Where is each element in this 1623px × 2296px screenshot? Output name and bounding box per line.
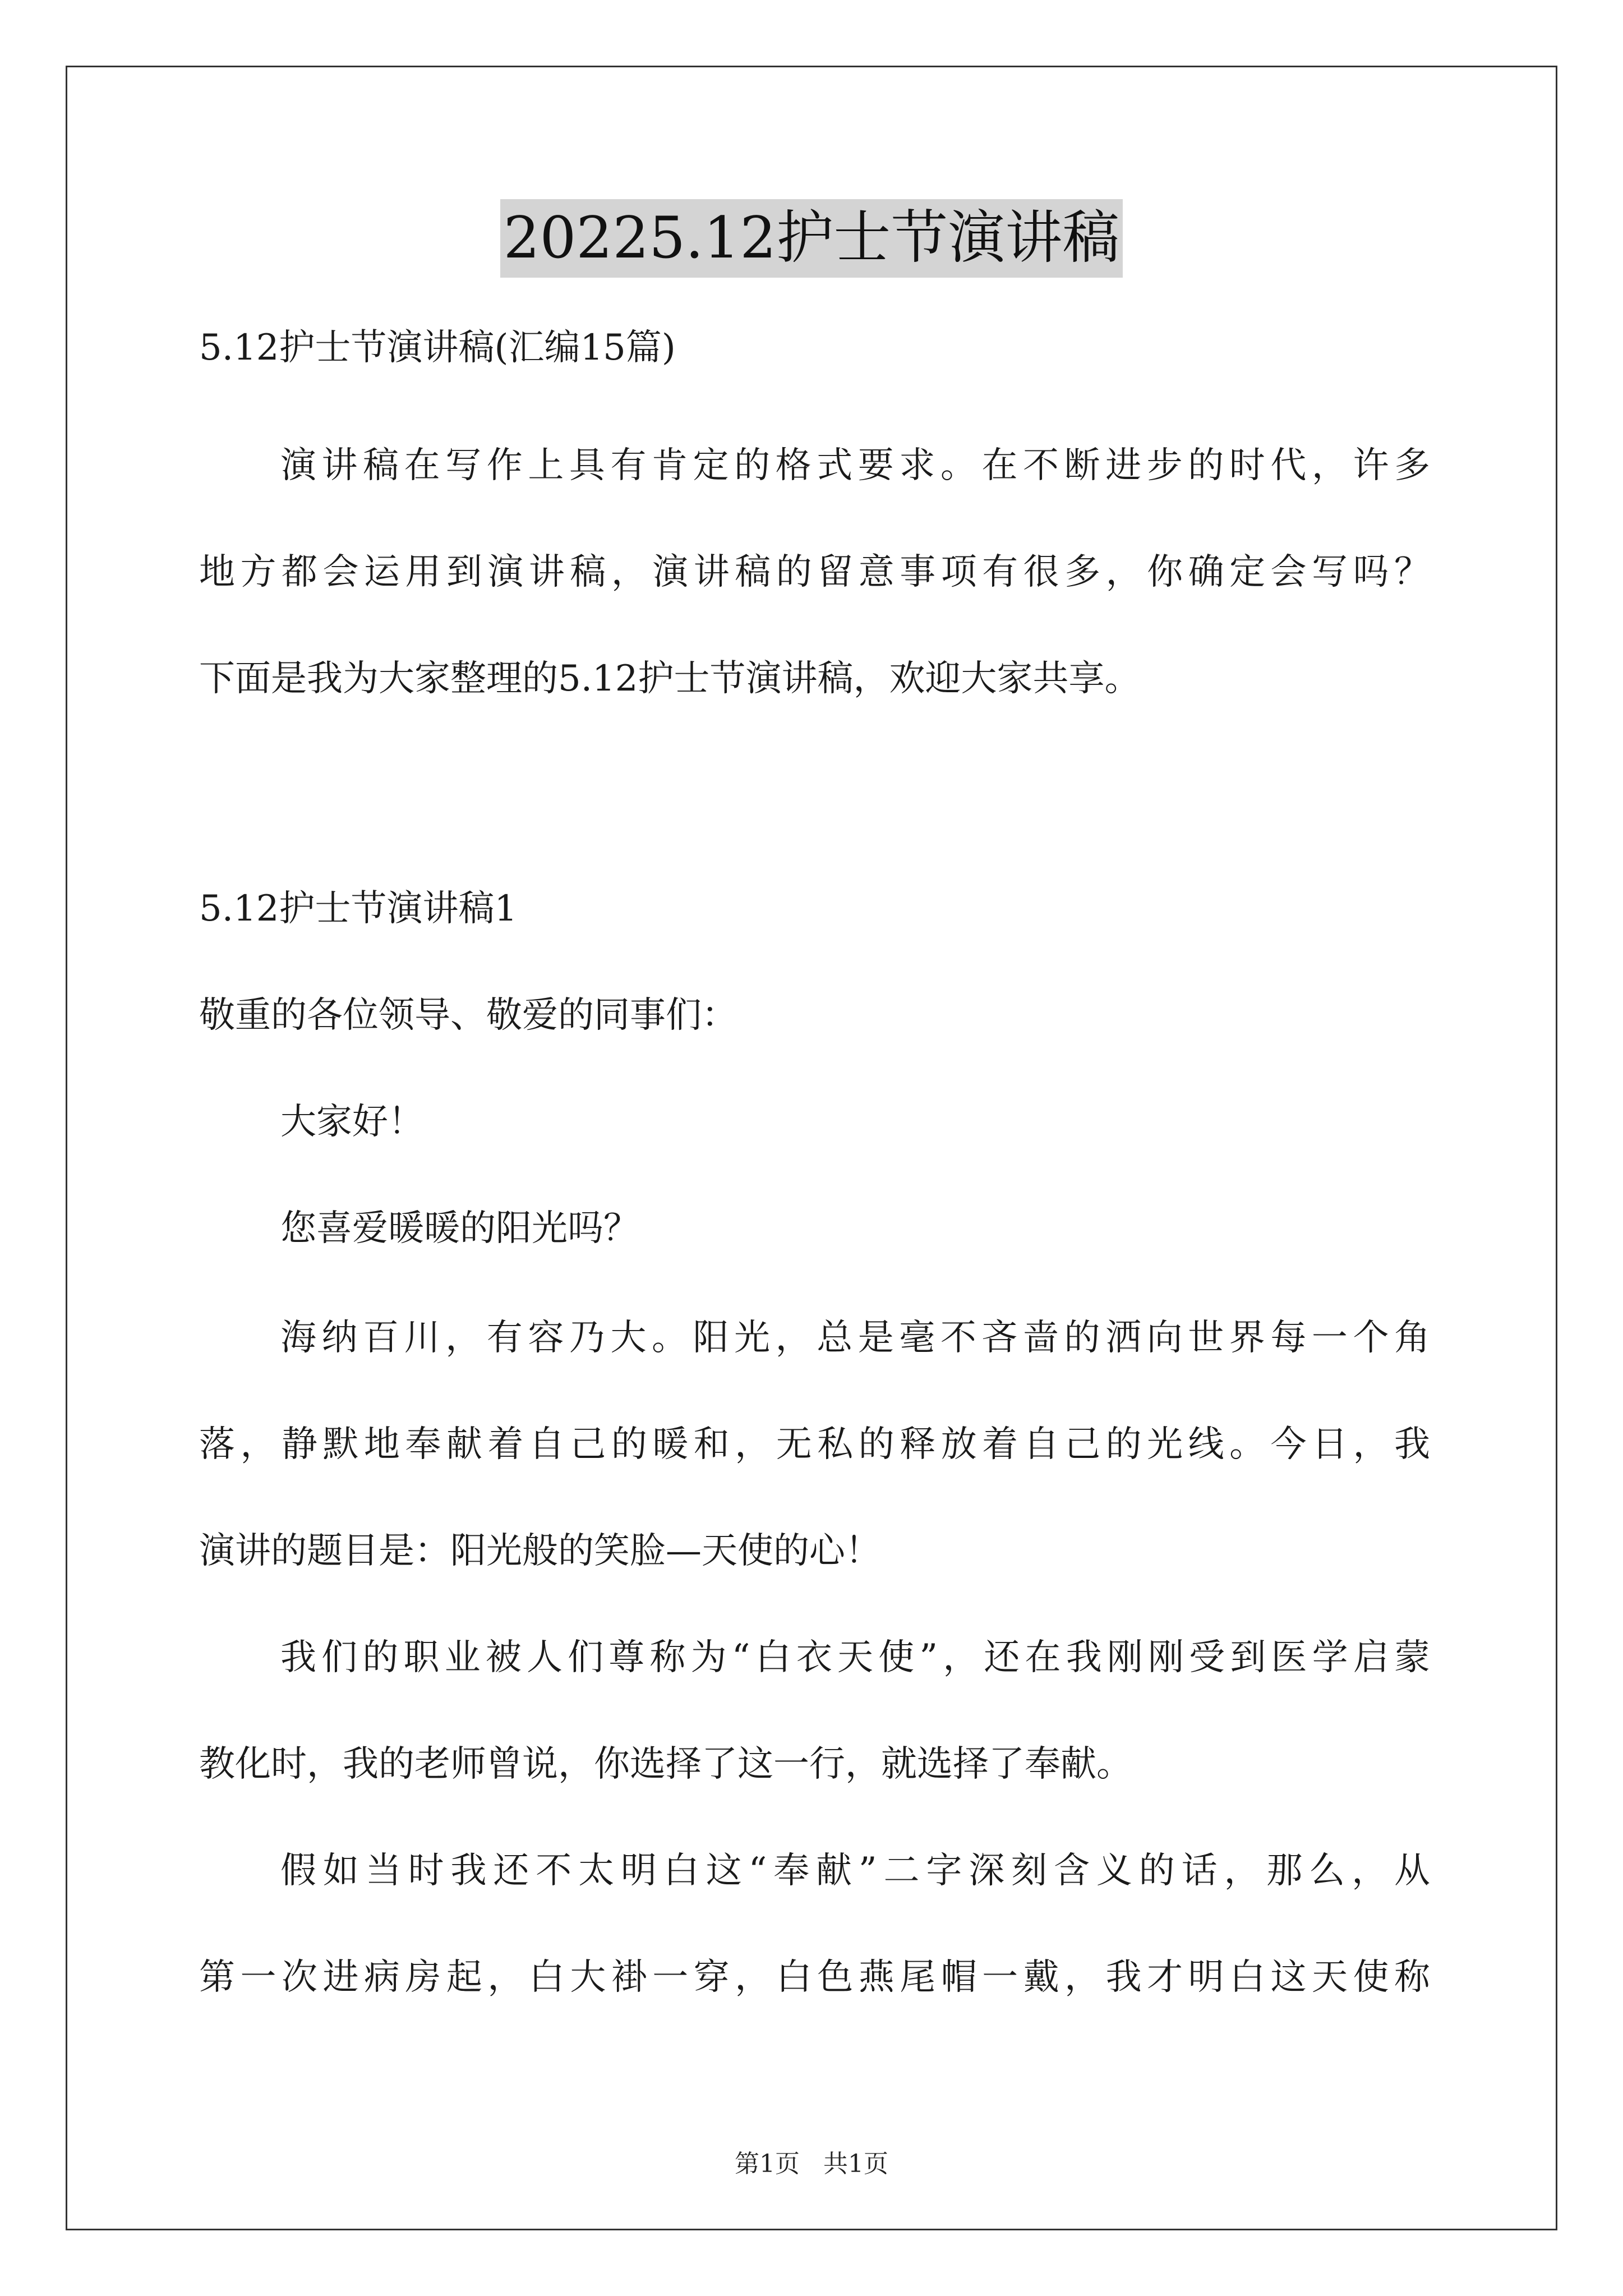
page-total: 共1页 [823, 2150, 888, 2178]
paragraph-line: 演讲稿在写作上具有肯定的格式要求。在不断进步的时代，许多 [280, 445, 1430, 486]
paragraph-line: 地方都会运用到演讲稿，演讲稿的留意事项有很多，你确定会写吗？ [199, 551, 1430, 593]
greeting-line: 大家好！ [280, 1101, 424, 1143]
page-footer [0, 2147, 1623, 2181]
title-container [0, 199, 1623, 278]
paragraph-line: 落，静默地奉献着自己的暖和，无私的释放着自己的光线。今日，我 [199, 1424, 1430, 1465]
subtitle-line: 5.12护士节演讲稿(汇编15篇) [199, 327, 676, 369]
paragraph-line: 您喜爱暖暖的阳光吗？ [280, 1208, 639, 1249]
paragraph-line: 我们的职业被人们尊称为“白衣天使”，还在我刚刚受到医学启蒙 [280, 1637, 1430, 1678]
salutation-line: 敬重的各位领导、敬爱的同事们： [199, 995, 737, 1036]
paragraph-line: 第一次进病房起，白大褂一穿，白色燕尾帽一戴，我才明白这天使称 [199, 1957, 1430, 1998]
paragraph-line: 海纳百川，有容乃大。阳光，总是毫不吝啬的洒向世界每一个角 [280, 1317, 1430, 1359]
page-border [66, 66, 1557, 2230]
section-heading: 5.12护士节演讲稿1 [199, 888, 518, 930]
paragraph-line: 教化时，我的老师曾说，你选择了这一行，就选择了奉献。 [199, 1743, 1132, 1785]
paragraph-line: 下面是我为大家整理的5.12护士节演讲稿，欢迎大家共享。 [199, 658, 1141, 700]
document-title: 20225.12护士节演讲稿 [500, 199, 1123, 278]
paragraph-line: 假如当时我还不太明白这“奉献”二字深刻含义的话，那么，从 [280, 1850, 1430, 1892]
page-number: 第1页 [735, 2150, 800, 2178]
paragraph-line: 演讲的题目是：阳光般的笑脸—天使的心！ [199, 1530, 881, 1572]
